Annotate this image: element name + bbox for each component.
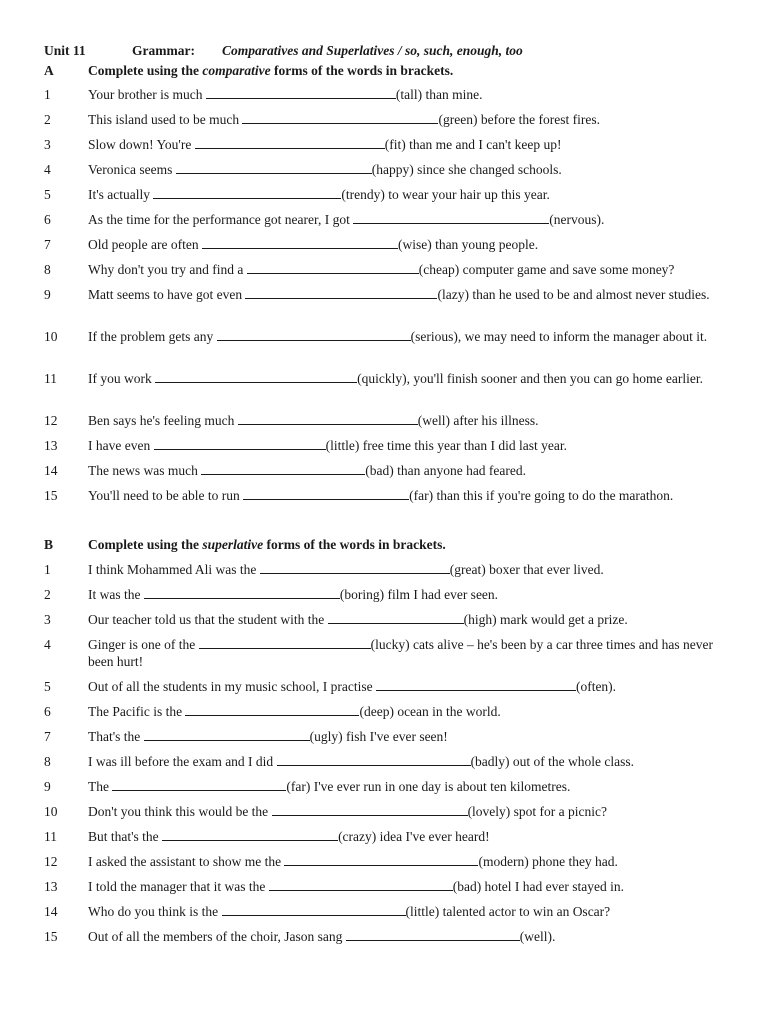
section-instruction: Complete using the superlative forms of the words in brackets. [88, 537, 446, 552]
sentence-end: (tall) than mine. [395, 87, 483, 102]
sentence-end: (lovely) spot for a picnic? [467, 804, 608, 819]
sentence-start: Out of all the students in my music school, I practise [88, 679, 376, 694]
item-number: 4 [44, 162, 51, 177]
item-sentence [88, 186, 734, 203]
sentence-start: That's the [88, 729, 144, 744]
sentence-start: If you work [88, 371, 156, 386]
item-sentence [88, 636, 734, 670]
section-letter: A [44, 63, 54, 78]
item-sentence [88, 236, 734, 253]
item-sentence [88, 561, 734, 578]
answer-blank[interactable] [222, 904, 406, 916]
sentence-end: (lucky) cats alive – he's been by a car three times and has never been hurt! [88, 637, 714, 669]
sentence-start: Out of all the members of the choir, Jason sang [88, 929, 346, 944]
item-sentence [88, 462, 734, 479]
sentence-start: Old people are often [88, 237, 202, 252]
item-sentence [88, 136, 734, 153]
sentence-end: (far) than this if you're going to do the marathon. [409, 488, 674, 503]
sentence-start: Slow down! You're [88, 137, 195, 152]
sentence-end: (bad) hotel I had ever stayed in. [452, 879, 625, 894]
sentence-start: I have even [88, 438, 154, 453]
item-number: 9 [44, 287, 51, 302]
sentence-start: I was ill before the exam and I did [88, 754, 277, 769]
answer-blank[interactable] [112, 779, 286, 791]
section-letter: B [44, 537, 54, 552]
sentence-start: Our teacher told us that the student with the [88, 612, 328, 627]
item-sentence [88, 161, 734, 178]
answer-blank[interactable] [217, 329, 411, 341]
sentence-end: (crazy) idea I've ever heard! [338, 829, 490, 844]
item-number: 6 [44, 212, 51, 227]
sentence-start: I told the manager that it was the [88, 879, 269, 894]
item-sentence [88, 111, 734, 128]
item-sentence [88, 803, 734, 820]
item-number: 2 [44, 112, 51, 127]
answer-blank[interactable] [277, 754, 471, 766]
sentence-end: (far) I've ever run in one day is about ten kilometres. [286, 779, 571, 794]
item-number: 14 [44, 904, 58, 919]
sentence-end: (lazy) than he used to be and almost never studies. [437, 287, 710, 302]
answer-blank[interactable] [242, 112, 438, 124]
sentence-start: I asked the assistant to show me the [88, 854, 285, 869]
answer-blank[interactable] [144, 729, 310, 741]
item-number: 11 [44, 829, 57, 844]
sentence-start: The Pacific is the [88, 704, 186, 719]
answer-blank[interactable] [155, 371, 357, 383]
answer-blank[interactable] [346, 929, 520, 941]
sentence-start: It was the [88, 587, 144, 602]
answer-blank[interactable] [328, 612, 464, 624]
sentence-end: (green) before the forest fires. [438, 112, 601, 127]
item-sentence [88, 86, 734, 103]
sentence-end: (bad) than anyone had feared. [365, 463, 527, 478]
grammar-label: Grammar: [132, 43, 195, 58]
item-sentence [88, 853, 734, 870]
item-number: 14 [44, 463, 58, 478]
sentence-start: Ginger is one of the [88, 637, 199, 652]
item-sentence [88, 437, 734, 454]
item-sentence [88, 778, 734, 795]
item-sentence [88, 928, 734, 945]
item-sentence [88, 878, 734, 895]
item-sentence [88, 678, 734, 695]
item-number: 1 [44, 562, 51, 577]
sentence-start: Your brother is much [88, 87, 206, 102]
answer-blank[interactable] [185, 704, 359, 716]
sentence-end: (little) free time this year than I did last year. [325, 438, 568, 453]
item-number: 10 [44, 329, 58, 344]
answer-blank[interactable] [376, 679, 576, 691]
answer-blank[interactable] [199, 637, 371, 649]
sentence-end: (often). [575, 679, 617, 694]
sentence-start: Who do you think is the [88, 904, 222, 919]
item-sentence [88, 286, 734, 303]
answer-blank[interactable] [247, 262, 419, 274]
answer-blank[interactable] [243, 488, 409, 500]
sentence-start: Veronica seems [88, 162, 176, 177]
item-number: 3 [44, 612, 51, 627]
sentence-end: (high) mark would get a prize. [463, 612, 628, 627]
item-number: 15 [44, 929, 58, 944]
answer-blank[interactable] [202, 237, 398, 249]
sentence-end: (little) talented actor to win an Oscar? [405, 904, 611, 919]
answer-blank[interactable] [201, 463, 365, 475]
sentence-end: (fit) than me and I can't keep up! [384, 137, 562, 152]
sentence-end: (boring) film I had ever seen. [339, 587, 499, 602]
item-sentence [88, 261, 734, 278]
item-number: 7 [44, 237, 51, 252]
answer-blank[interactable] [284, 854, 478, 866]
sentence-start: The news was much [88, 463, 202, 478]
answer-blank[interactable] [353, 212, 549, 224]
item-number: 13 [44, 879, 58, 894]
answer-blank[interactable] [245, 287, 437, 299]
item-number: 9 [44, 779, 51, 794]
sentence-end: (modern) phone they had. [478, 854, 618, 869]
sentence-start: If the problem gets any [88, 329, 217, 344]
sentence-start: Matt seems to have got even [88, 287, 246, 302]
item-number: 1 [44, 87, 51, 102]
sentence-end: (ugly) fish I've ever seen! [309, 729, 448, 744]
item-sentence [88, 703, 734, 720]
sentence-start: Why don't you try and find a [88, 262, 247, 277]
sentence-end: (wise) than young people. [397, 237, 539, 252]
item-number: 5 [44, 679, 51, 694]
item-number: 8 [44, 754, 51, 769]
item-sentence [88, 903, 734, 920]
item-sentence [88, 586, 734, 603]
sentence-start: As the time for the performance got nearer, I got [88, 212, 354, 227]
answer-blank[interactable] [269, 879, 453, 891]
item-sentence [88, 828, 734, 845]
sentence-end: (trendy) to wear your hair up this year. [341, 187, 550, 202]
answer-blank[interactable] [238, 413, 418, 425]
sentence-end: (happy) since she changed schools. [371, 162, 562, 177]
item-number: 11 [44, 371, 57, 386]
sentence-start: The [88, 779, 113, 794]
worksheet-header [44, 43, 523, 59]
answer-blank[interactable] [154, 438, 326, 450]
sentence-end: (serious), we may need to inform the manager about it. [410, 329, 708, 344]
topic-title: Comparatives and Superlatives / so, such, enough, too [222, 43, 523, 58]
item-sentence [88, 753, 734, 770]
answer-blank[interactable] [153, 187, 341, 199]
item-sentence [88, 370, 734, 387]
item-number: 12 [44, 854, 58, 869]
item-number: 3 [44, 137, 51, 152]
answer-blank[interactable] [162, 829, 338, 841]
sentence-end: (quickly), you'll finish sooner and then you can go home earlier. [357, 371, 703, 386]
item-number: 12 [44, 413, 58, 428]
sentence-end: (well). [519, 929, 556, 944]
sentence-start: Don't you think this would be the [88, 804, 272, 819]
item-number: 7 [44, 729, 51, 744]
item-number: 15 [44, 488, 58, 503]
item-number: 6 [44, 704, 51, 719]
item-number: 4 [44, 637, 51, 652]
sentence-end: (well) after his illness. [417, 413, 539, 428]
answer-blank[interactable] [272, 804, 468, 816]
answer-blank[interactable] [206, 87, 396, 99]
item-number: 5 [44, 187, 51, 202]
item-number: 2 [44, 587, 51, 602]
item-sentence [88, 728, 734, 745]
sentence-start: I think Mohammed Ali was the [88, 562, 260, 577]
sentence-end: (deep) ocean in the world. [359, 704, 501, 719]
sentence-end: (cheap) computer game and save some money? [418, 262, 675, 277]
item-number: 8 [44, 262, 51, 277]
item-sentence [88, 412, 734, 429]
unit-label: Unit 11 [44, 43, 86, 58]
sentence-end: (badly) out of the whole class. [470, 754, 635, 769]
item-sentence [88, 487, 734, 504]
item-number: 13 [44, 438, 58, 453]
answer-blank[interactable] [260, 562, 450, 574]
item-sentence [88, 211, 734, 228]
sentence-end: (nervous). [549, 212, 605, 227]
answer-blank[interactable] [195, 137, 385, 149]
answer-blank[interactable] [144, 587, 340, 599]
item-number: 10 [44, 804, 58, 819]
sentence-start: But that's the [88, 829, 163, 844]
section-instruction: Complete using the comparative forms of the words in brackets. [88, 63, 454, 78]
item-sentence [88, 328, 734, 345]
item-sentence [88, 611, 734, 628]
sentence-end: (great) boxer that ever lived. [449, 562, 604, 577]
sentence-start: It's actually [88, 187, 154, 202]
sentence-start: Ben says he's feeling much [88, 413, 238, 428]
sentence-start: This island used to be much [88, 112, 243, 127]
answer-blank[interactable] [176, 162, 372, 174]
sentence-start: You'll need to be able to run [88, 488, 244, 503]
